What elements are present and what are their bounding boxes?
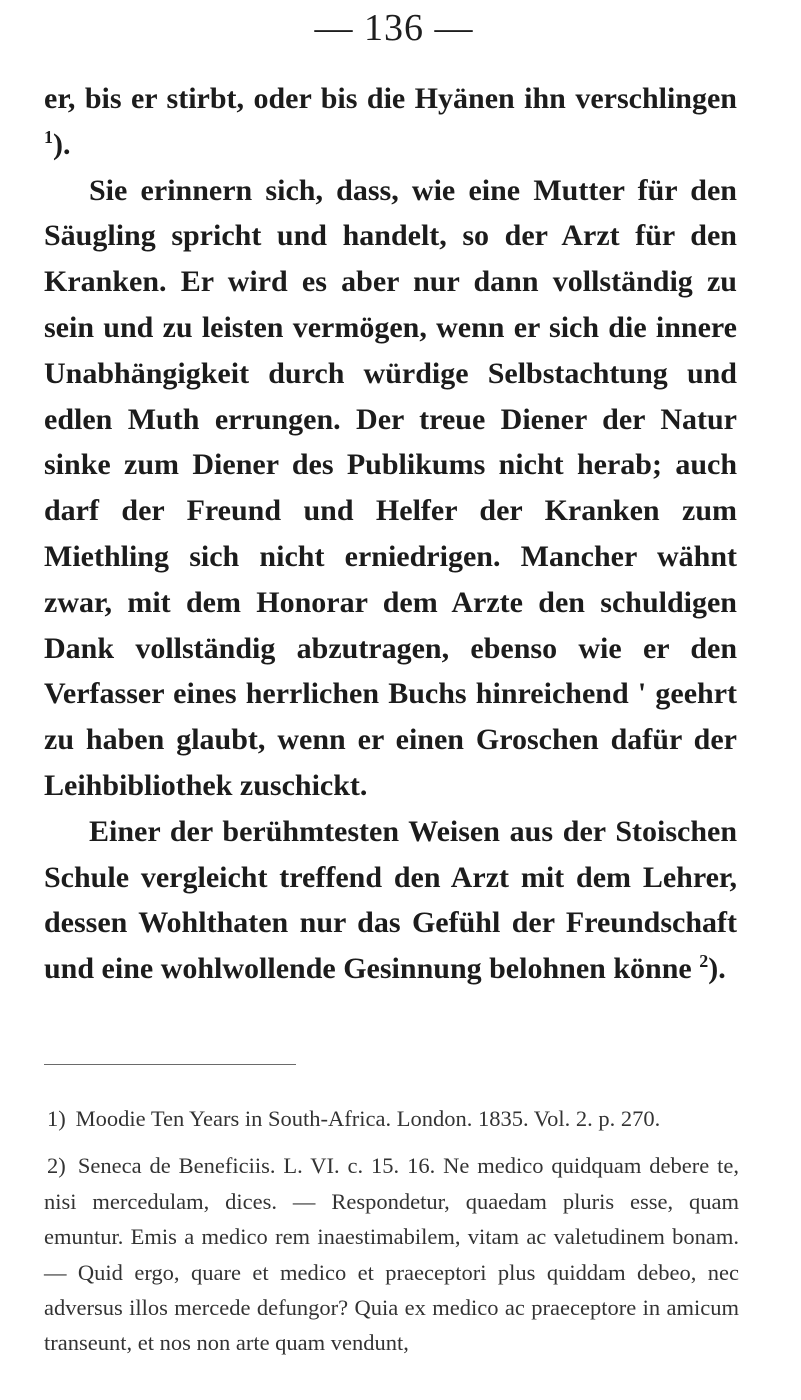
page-number: — 136 —	[314, 7, 474, 49]
paragraph-3-text: Einer der berühmtesten Weisen aus der Stoischen Schule vergleicht treffend den Arzt mit dem Lehrer, dessen Wohlthaten nur das Gefühl der Freundschaft und eine wohlwollende Gesinnung belohnen könne	[44, 814, 737, 986]
body-text	[44, 76, 737, 992]
footnote-ref-2-close: ).	[708, 952, 726, 986]
paragraph-3	[44, 809, 737, 992]
footnote-ref-2: 2	[699, 951, 709, 972]
footnote-2-marker: 2)	[47, 1153, 66, 1179]
footnote-divider	[44, 1064, 296, 1065]
footnote-1-text: Moodie Ten Years in South-Africa. London. 1835. Vol. 2. p. 270.	[75, 1106, 661, 1131]
paragraph-1	[44, 76, 737, 168]
footnote-ref-1: 1	[44, 126, 53, 147]
footnotes	[44, 1101, 739, 1361]
footnote-ref-1-close: ).	[53, 127, 71, 161]
footnote-2	[44, 1148, 739, 1360]
footnote-2-text: Seneca de Beneficiis. L. VI. c. 15. 16. Ne medico quidquam debere te, nisi mercedulam, dices. — Respondetur, quaedam pluris esse, quam emuntur. Emis a medico rem inaestimabilem, vitam ac valetudinem bonam. — Quid ergo, quare et medico et praeceptori plus quiddam debeo, nec adversus illos mercede defungor? Quia ex medico ac praeceptore in amicum transeunt, et nos non arte quam vendunt,	[44, 1153, 739, 1356]
footnote-1-marker: 1)	[47, 1106, 66, 1131]
paragraph-2: Sie erinnern sich, dass, wie eine Mutter für den Säugling spricht und handelt, so der Arzt für den Kranken. Er wird es aber nur dann vollständig zu sein und zu leisten vermögen, wenn er sich die innere Unabhängigkeit durch würdige Selbstachtung und edlen Muth errungen. Der treue Diener der Natur sinke zum Diener des Publikums nicht herab; auch darf der Freund und Helfer der Kranken zum Miethling sich nicht erniedrigen. Mancher wähnt zwar, mit dem Honorar dem Arzte den schuldigen Dank vollständig abzutragen, ebenso wie er den Verfasser eines herrlichen Buchs hinreichend ' geehrt zu haben glaubt, wenn er einen Groschen dafür der Leihbibliothek zuschickt.	[44, 173, 737, 802]
book-page	[44, 0, 744, 1400]
footnote-1	[44, 1101, 739, 1136]
paragraph-1-text: er, bis er stirbt, oder bis die Hyänen ihn verschlingen	[44, 82, 737, 115]
